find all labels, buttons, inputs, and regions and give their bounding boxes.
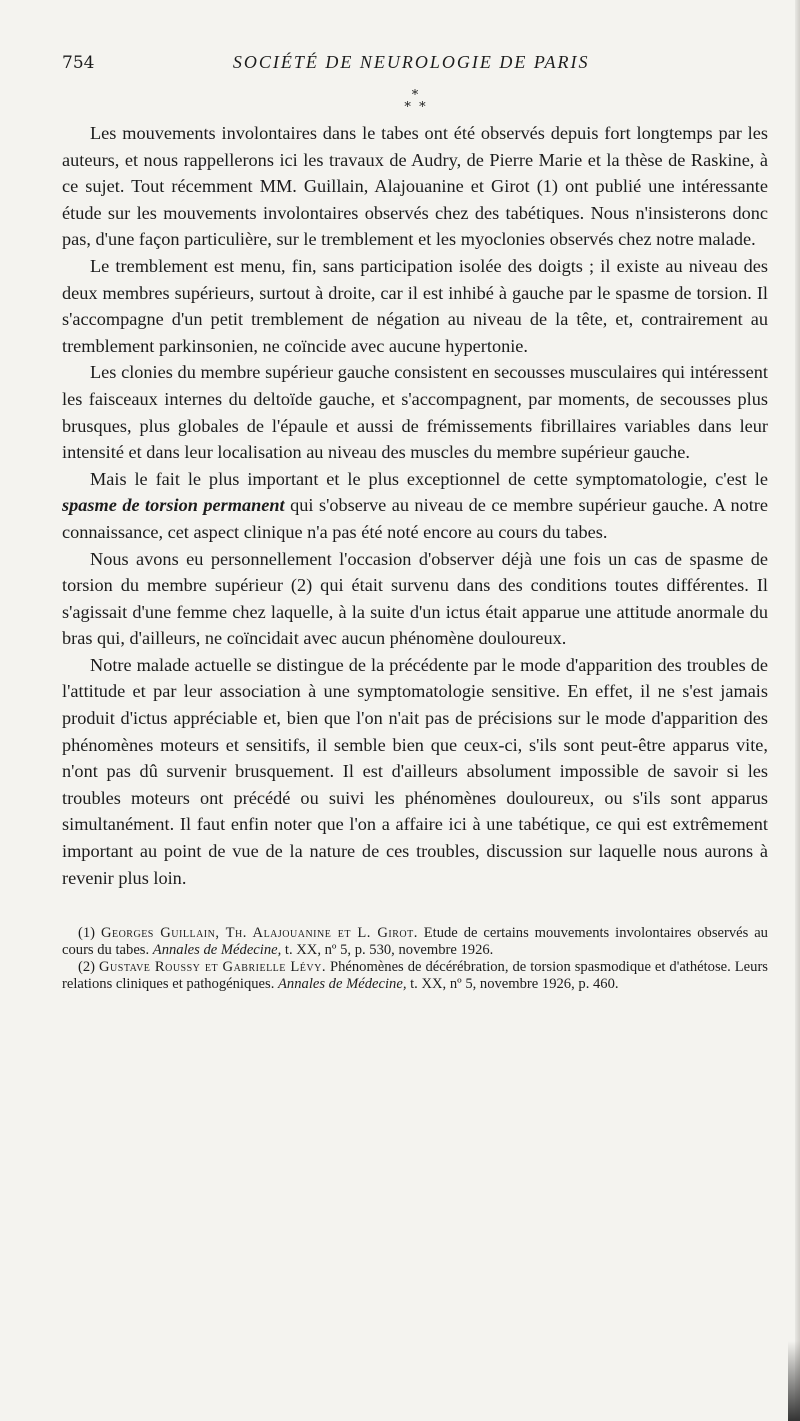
section-separator: * * * [404, 88, 426, 115]
paragraph-3: Les clonies du membre supérieur gauche consistent en secousses musculaires qui intéressent les faisceaux internes du deltoïde gauche, et s'accompagnent, par moments, de secousses plus brusques, plus globales de l'épaule et aussi de frémissements fibrillaires variables dans leur intensité et dans leur localisation au niveau des muscles du membre supérieur gauche. [62, 362, 768, 463]
paragraph-2: Le tremblement est menu, fin, sans participation isolée des doigts ; il existe au niveau des deux membres supérieurs, surtout à droite, car il est inhibé à gauche par le spasme de torsion. Il s'accompagne d'un petit tremblement de négation au niveau de la tête, et, contrairement au tremblement parkinsonien, ne coïncide avec aucune hypertonie. [62, 255, 768, 356]
paragraph-1: Les mouvements involontaires dans le tabes ont été observés depuis fort longtemps par les auteurs, et nous rappellerons ici les travaux de Audry, de Pierre Marie et la thèse de Raskine, à ce sujet. Tout récemment MM. Guillain, Alajouanine et Girot (1) ont publié une intéressante étude sur les mouvements involontaires observés chez des tabétiques. Nous n'insisterons donc pas, d'une façon particulière, sur le tremblement et les myoclonies observés chez notre malade. [62, 123, 768, 250]
running-title: SOCIÉTÉ DE NEUROLOGIE DE PARIS [232, 52, 590, 72]
page-corner-shadow [788, 1341, 800, 1421]
page-number: 754 [62, 53, 95, 73]
footnotes [62, 925, 768, 993]
page-edge [795, 0, 800, 1421]
footnote-2: (2) Gustave Roussy et Gabrielle Lévy. Phénomènes de décérébration, de torsion spasmodique et d'athétose. Leurs relations cliniques et pathogéniques. Annales de Médecine, t. XX, nº 5, novembre 1926, p. 460. [62, 959, 768, 993]
running-header [62, 52, 768, 86]
paragraph-4: Mais le fait le plus important et le plus exceptionnel de cette symptomatologie, c'est le spasme de torsion permanent qui s'observe au niveau de ce membre supérieur gauche. A notre connaissance, cet aspect clinique n'a pas été noté encore au cours du tabes. [62, 468, 769, 542]
emphasis-spasme: spasme de torsion permanent [62, 495, 285, 516]
paragraph-5: Nous avons eu personnellement l'occasion d'observer déjà une fois un cas de spasme de torsion du membre supérieur (2) qui était survenu dans des conditions toutes différentes. Il s'agissait d'une femme chez laquelle, à la suite d'un ictus était apparue une attitude anormale du bras qui, d'ailleurs, ne coïncidait avec aucun phénomène douloureux. [62, 548, 768, 649]
footnote-1: (1) Georges Guillain, Th. Alajouanine et L. Girot. Etude de certains mouvements involontaires observés au cours du tabes. Annales de Médecine, t. XX, nº 5, p. 530, novembre 1926. [62, 925, 768, 959]
paragraph-6: Notre malade actuelle se distingue de la précédente par le mode d'apparition des troubles de l'attitude et par leur association à une symptomatologie sensitive. En effet, il ne s'est jamais produit d'ictus appréciable et, bien que l'on n'ait pas de précisions sur le mode d'apparition des phénomènes moteurs et sensitifs, il semble bien que ceux-ci, s'ils sont peut-être apparus vite, n'ont pas dû survenir brusquement. Il est d'ailleurs absolument impossible de savoir si les troubles moteurs ont précédé ou suivi les phénomènes douloureux, ou s'ils sont apparus simultanément. Il faut enfin noter que l'on a affaire ici à une tabétique, ce qui est extrêmement important au point de vue de la nature de ces troubles, discussion sur laquelle nous aurons à revenir plus loin. [62, 654, 768, 888]
document-page [62, 52, 768, 993]
